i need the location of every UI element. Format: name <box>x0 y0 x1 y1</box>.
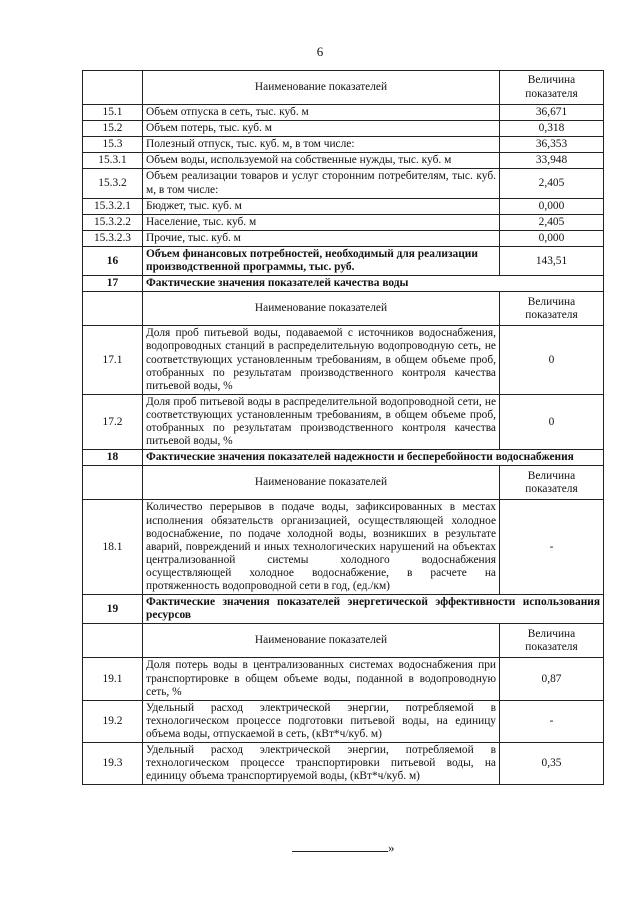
header-name-label: Наименование показателей <box>143 71 500 105</box>
table-row <box>83 500 604 595</box>
signature-underline <box>292 841 388 852</box>
header-num-cell <box>83 71 143 105</box>
subheader-value-label: Величина показателя <box>500 466 604 500</box>
table-row <box>83 153 604 169</box>
row-value: 33,948 <box>500 153 604 169</box>
row-name: Удельный расход электрической энергии, потребляемой в технологическом процессе подготовки питьевой воды, на единицу объема воды, отпускаемой в сеть, (кВт*ч/куб. м) <box>143 700 500 742</box>
row-name: Количество перерывов в подаче воды, зафиксированных в местах исполнения обязательств организацией, осуществляющей холодное водоснабжение, по подаче холодной воды, возникших в результате аварий, повреждений и иных технологических нарушений на объектах централизованной системы холодного водоснабжения осуществляющей холодное водоснабжение, в расчете на протяженность водопроводной сети в год, (ед./км) <box>143 500 500 595</box>
table-row <box>83 137 604 153</box>
subheader-value-label: Величина показателя <box>500 624 604 658</box>
section-num: 18 <box>83 450 143 466</box>
section-num: 19 <box>83 595 143 624</box>
table-header-row <box>83 71 604 105</box>
row-num: 15.3.2.2 <box>83 214 143 230</box>
row-num: 15.3.2 <box>83 169 143 198</box>
row-name: Доля проб питьевой воды в распределительной водопроводной сети, не соответствующих установленным требованиям, в общем объеме проб, отобранных по результатам производственного контроля качества питьевой воды, % <box>143 394 500 449</box>
row-num: 15.3.1 <box>83 153 143 169</box>
table-row <box>83 394 604 449</box>
table-row <box>83 169 604 198</box>
row-name: Население, тыс. куб. м <box>143 214 500 230</box>
row-value: 0,318 <box>500 121 604 137</box>
header-value-label: Величина показателя <box>500 71 604 105</box>
row-value: 36,353 <box>500 137 604 153</box>
table-row <box>83 214 604 230</box>
row-name: Удельный расход электрической энергии, потребляемой в технологическом процессе транспортировки питьевой воды, на единицу объема транспортируемой воды, (кВт*ч/куб. м) <box>143 743 500 785</box>
section-title: Фактические значения показателей качества воды <box>143 276 604 292</box>
row-num: 19.1 <box>83 658 143 700</box>
row-num: 19.2 <box>83 700 143 742</box>
subheader-row <box>83 624 604 658</box>
row-value: 143,51 <box>500 246 604 275</box>
row-name: Объем отпуска в сеть, тыс. куб. м <box>143 105 500 121</box>
row-num: 15.3.2.1 <box>83 198 143 214</box>
row-name: Объем реализации товаров и услуг сторонним потребителям, тыс. куб. м, в том числе: <box>143 169 500 198</box>
subheader-name-label: Наименование показателей <box>143 624 500 658</box>
table-row <box>83 230 604 246</box>
row-num: 15.2 <box>83 121 143 137</box>
subheader-value-label: Величина показателя <box>500 292 604 326</box>
subheader-num-cell <box>83 624 143 658</box>
row-name: Доля проб питьевой воды, подаваемой с источников водоснабжения, водопроводных станций в распределительную водопроводную сеть, не соответствующих установленным требованиям, в общем объеме проб, отобранных по результатам производственного контроля качества питьевой воды, % <box>143 326 500 395</box>
row-name: Объем воды, используемой на собственные нужды, тыс. куб. м <box>143 153 500 169</box>
subheader-num-cell <box>83 466 143 500</box>
row-name: Прочие, тыс. куб. м <box>143 230 500 246</box>
page-number: 6 <box>316 44 324 59</box>
section-title: Фактические значения показателей энергетической эффективности использования ресурсов <box>143 595 604 624</box>
row-num: 15.3.2.3 <box>83 230 143 246</box>
table-row <box>83 246 604 275</box>
closing-line <box>292 840 395 856</box>
subheader-row <box>83 292 604 326</box>
row-num: 16 <box>83 246 143 275</box>
table-row <box>83 326 604 395</box>
row-value: 0,35 <box>500 743 604 785</box>
section-row <box>83 450 604 466</box>
row-value: 0,000 <box>500 198 604 214</box>
row-num: 15.3 <box>83 137 143 153</box>
section-num: 17 <box>83 276 143 292</box>
row-num: 17.2 <box>83 394 143 449</box>
row-value: 2,405 <box>500 214 604 230</box>
row-name: Доля потерь воды в централизованных системах водоснабжения при транспортировке в общем объеме воды, поданной в водопроводную сеть, % <box>143 658 500 700</box>
row-num: 17.1 <box>83 326 143 395</box>
row-value: - <box>500 500 604 595</box>
table-row <box>83 743 604 785</box>
row-name: Полезный отпуск, тыс. куб. м, в том числе: <box>143 137 500 153</box>
row-value: - <box>500 700 604 742</box>
row-name: Бюджет, тыс. куб. м <box>143 198 500 214</box>
indicators-table <box>82 70 604 785</box>
table-row <box>83 198 604 214</box>
section-title: Фактические значения показателей надежности и бесперебойности водоснабжения <box>143 450 604 466</box>
section-row <box>83 276 604 292</box>
row-value: 0 <box>500 326 604 395</box>
row-value: 36,671 <box>500 105 604 121</box>
row-value: 0 <box>500 394 604 449</box>
table-row <box>83 105 604 121</box>
table-row <box>83 121 604 137</box>
closing-quote: » <box>388 840 395 855</box>
section-row <box>83 595 604 624</box>
row-num: 19.3 <box>83 743 143 785</box>
row-value: 0,000 <box>500 230 604 246</box>
table-row <box>83 700 604 742</box>
subheader-name-label: Наименование показателей <box>143 292 500 326</box>
row-name: Объем потерь, тыс. куб. м <box>143 121 500 137</box>
row-value: 0,87 <box>500 658 604 700</box>
row-value: 2,405 <box>500 169 604 198</box>
row-num: 15.1 <box>83 105 143 121</box>
subheader-row <box>83 466 604 500</box>
table-row <box>83 658 604 700</box>
subheader-name-label: Наименование показателей <box>143 466 500 500</box>
subheader-num-cell <box>83 292 143 326</box>
row-num: 18.1 <box>83 500 143 595</box>
row-name: Объем финансовых потребностей, необходимый для реализации производственной программы, тыс. руб. <box>143 246 500 275</box>
